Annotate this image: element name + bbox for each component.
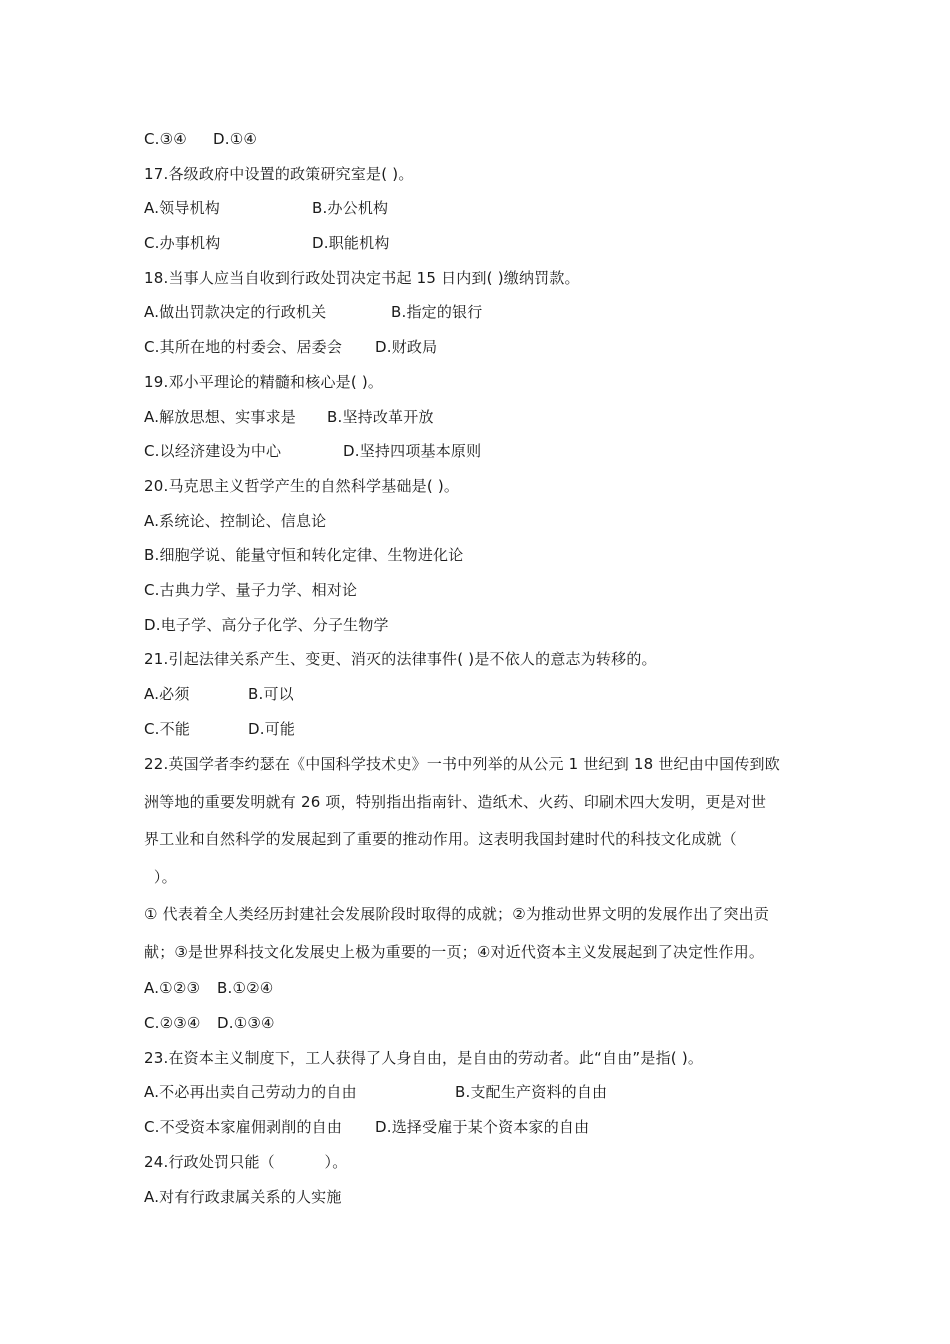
q22-items-line-2: 献；③是世界科技文化发展史上极为重要的一页；④对近代资本主义发展起到了决定性作用。 <box>144 942 765 961</box>
q21-option-b: B.可以 <box>248 685 294 703</box>
q22-option-b: B.①②④ <box>217 979 274 998</box>
q18-option-a: A.做出罚款决定的行政机关 <box>144 303 327 322</box>
q18-option-c: C.其所在地的村委会、居委会 <box>144 338 343 357</box>
q21-option-c: C.不能 <box>144 719 191 738</box>
q17-options-cd <box>144 226 814 261</box>
q20-stem: 20.马克思主义哲学产生的自然科学基础是( )。 <box>144 476 460 495</box>
q23-option-b: B.支配生产资料的自由 <box>455 1083 608 1102</box>
q19-stem: 19.邓小平理论的精髓和核心是( )。 <box>144 372 384 391</box>
q18-stem: 18.当事人应当自收到行政处罚决定书起 15 日内到( )缴纳罚款。 <box>144 268 580 287</box>
q20-option-c: C.古典力学、量子力学、相对论 <box>144 580 358 599</box>
q23-options-ab <box>144 1075 814 1110</box>
q23-option-a: A.不必再出卖自己劳动力的自由 <box>144 1083 357 1102</box>
q22-stem-line-1: 22.英国学者李约瑟在《中国科学技术史》一书中列举的从公元 1 世纪到 18 世纪由中国传到欧 <box>144 755 780 774</box>
q21-stem: 21.引起法律关系产生、变更、消灭的法律事件( )是不依人的意志为转移的。 <box>144 650 657 669</box>
q17-option-b: B.办公机构 <box>312 199 389 218</box>
q22-option-d: D.①③④ <box>217 1014 275 1033</box>
q22-stem-line-4: ）。 <box>144 867 177 886</box>
q17-options-ab <box>144 191 814 226</box>
q22-options-ab <box>144 971 814 1006</box>
q17-stem: 17.各级政府中设置的政策研究室是( )。 <box>144 164 414 183</box>
q20-option-d: D.电子学、高分子化学、分子生物学 <box>144 615 389 634</box>
q22-stem-line-2: 洲等地的重要发明就有 26 项，特别指出指南针、造纸术、火药、印刷术四大发明，更是对世 <box>144 792 767 811</box>
q18-options-cd <box>144 330 814 365</box>
q19-option-a: A.解放思想、实事求是 <box>144 407 296 426</box>
q20-option-b: B.细胞学说、能量守恒和转化定律、生物进化论 <box>144 546 464 565</box>
q24-option-a: A.对有行政隶属关系的人实施 <box>144 1187 342 1206</box>
q22-items-line-1: ① 代表着全人类经历封建社会发展阶段时取得的成就；②为推动世界文明的发展作出了突出贡 <box>144 905 770 924</box>
q20-option-a: A.系统论、控制论、信息论 <box>144 511 327 530</box>
q19-options-cd <box>144 434 814 469</box>
q17-option-a: A.领导机构 <box>144 199 220 218</box>
q22-option-c: C.②③④ <box>144 1014 201 1033</box>
q16-option-d: D.①④ <box>213 130 258 148</box>
q21-options-ab <box>144 677 814 712</box>
q17-option-d: D.职能机构 <box>312 234 390 253</box>
q22-option-a: A.①②③ <box>144 979 201 998</box>
q16-options-cd <box>144 122 814 157</box>
q24-stem: 24.行政处罚只能（ ）。 <box>144 1152 348 1171</box>
q19-options-ab <box>144 400 814 435</box>
q19-option-b: B.坚持改革开放 <box>327 407 434 426</box>
q16-option-c: C.③④ <box>144 130 187 148</box>
q21-option-a: A.必须 <box>144 685 190 703</box>
q22-stem-line-3: 界工业和自然科学的发展起到了重要的推动作用。这表明我国封建时代的科技文化成就（ <box>144 830 737 849</box>
q19-option-d: D.坚持四项基本原则 <box>343 442 482 461</box>
q23-option-c: C.不受资本家雇佣剥削的自由 <box>144 1118 343 1137</box>
q23-options-cd <box>144 1110 814 1145</box>
q23-stem: 23.在资本主义制度下，工人获得了人身自由，是自由的劳动者。此“自由”是指( )。 <box>144 1048 704 1067</box>
q18-option-d: D.财政局 <box>375 338 438 357</box>
q21-option-d: D.可能 <box>248 719 296 738</box>
q18-options-ab <box>144 295 814 330</box>
document-page <box>144 122 814 1214</box>
q22-options-cd <box>144 1006 814 1041</box>
q23-option-d: D.选择受雇于某个资本家的自由 <box>375 1118 590 1137</box>
q18-option-b: B.指定的银行 <box>391 303 483 322</box>
q21-options-cd <box>144 712 814 747</box>
q19-option-c: C.以经济建设为中心 <box>144 442 282 461</box>
q17-option-c: C.办事机构 <box>144 234 221 253</box>
